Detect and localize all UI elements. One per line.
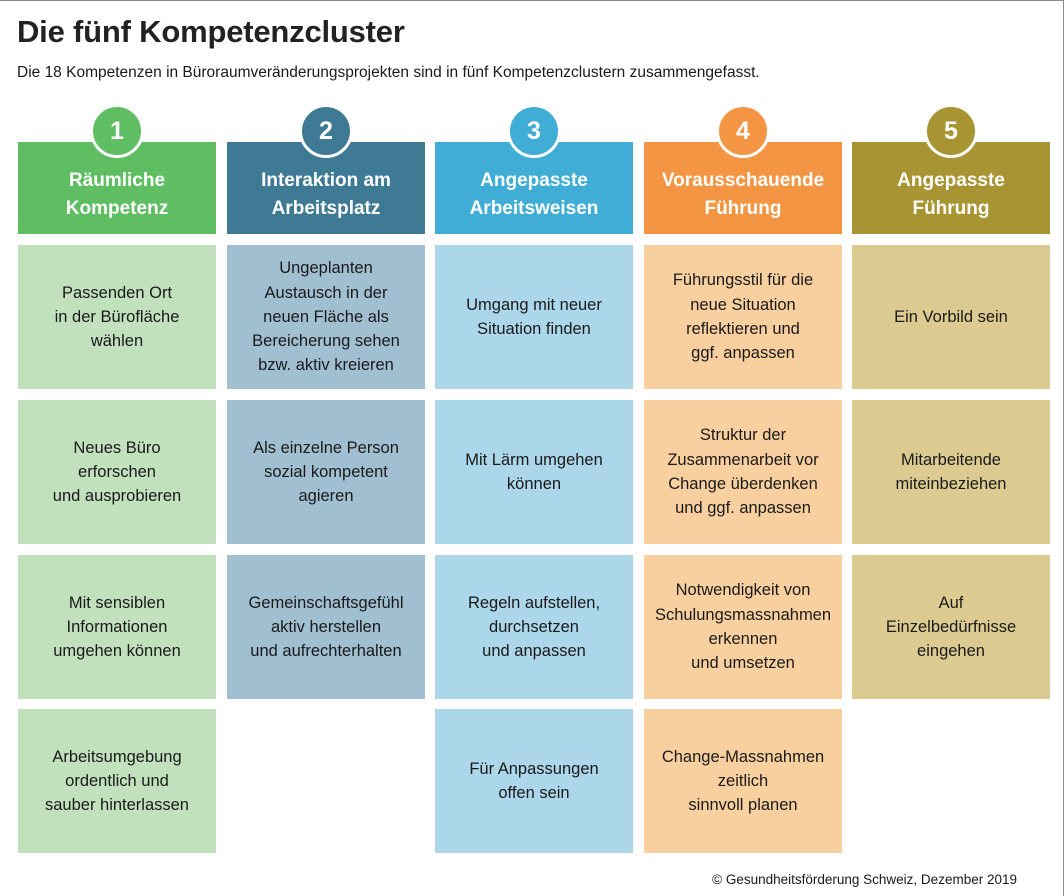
competency-card xyxy=(852,555,1050,699)
cluster-number-badge: 3 xyxy=(507,104,561,158)
competency-card xyxy=(435,245,633,389)
competency-card xyxy=(18,555,216,699)
competency-text: Für Anpassungen offen sein xyxy=(469,759,599,802)
competency-text: Auf Einzelbedürfnisse eingehen xyxy=(885,593,1017,661)
cluster-title: Angepasste Arbeitsweisen xyxy=(469,170,599,219)
competency-text: Neues Büro erforschen und ausprobieren xyxy=(52,438,182,506)
copyright-footer: © Gesundheitsförderung Schweiz, Dezember 2019 xyxy=(712,872,1017,887)
competency-card xyxy=(435,400,633,544)
competency-card xyxy=(644,400,842,544)
cluster-title: Interaktion am Arbeitsplatz xyxy=(261,170,391,219)
competency-text: Umgang mit neuer Situation finden xyxy=(466,295,602,338)
cluster-number-badge: 5 xyxy=(924,104,978,158)
page-title: Die fünf Kompetenzcluster xyxy=(17,14,405,49)
competency-text: Change-Massnahmen zeitlich sinnvoll planen xyxy=(661,747,825,815)
competency-card xyxy=(18,709,216,853)
competency-card xyxy=(227,400,425,544)
competency-card xyxy=(852,245,1050,389)
competency-text: Struktur der Zusammenarbeit vor Change überdenken und ggf. anpassen xyxy=(667,426,819,518)
competency-text: Gemeinschaftsgefühl aktiv herstellen und aufrechterhalten xyxy=(248,593,404,661)
competency-text: Notwendigkeit von Schulungsmassnahmen erkennen und umsetzen xyxy=(654,581,832,673)
competency-text: Regeln aufstellen, durchsetzen und anpassen xyxy=(467,593,601,661)
cluster-number-badge: 1 xyxy=(90,104,144,158)
competency-text: Ungeplanten Austausch in der neuen Fläche als Bereicherung sehen bzw. aktiv kreieren xyxy=(252,259,400,375)
competency-text: Mit sensiblen Informationen umgehen können xyxy=(53,593,181,661)
page-subtitle: Die 18 Kompetenzen in Büroraumveränderungsprojekten sind in fünf Kompetenzclustern zusammengefasst. xyxy=(17,64,760,81)
competency-card xyxy=(227,245,425,389)
competency-text: Arbeitsumgebung ordentlich und sauber hinterlassen xyxy=(44,747,189,815)
competency-text: Als einzelne Person sozial kompetent agieren xyxy=(253,438,399,506)
competency-text: Ein Vorbild sein xyxy=(894,307,1008,326)
competency-card xyxy=(644,709,842,853)
competency-text: Führungsstil für die neue Situation reflektieren und ggf. anpassen xyxy=(672,271,814,363)
competency-card xyxy=(227,555,425,699)
competency-card xyxy=(435,555,633,699)
competency-card xyxy=(18,245,216,389)
cluster-number-badge: 4 xyxy=(716,104,770,158)
competency-card xyxy=(435,709,633,853)
competency-card xyxy=(18,400,216,544)
cluster-number-badge: 2 xyxy=(299,104,353,158)
cluster-title: Räumliche Kompetenz xyxy=(65,170,169,219)
competency-text: Mitarbeitende miteinbeziehen xyxy=(895,450,1007,493)
competency-text: Mit Lärm umgehen können xyxy=(465,450,603,493)
competency-card xyxy=(644,245,842,389)
competency-card xyxy=(644,555,842,699)
competency-text: Passenden Ort in der Bürofläche wählen xyxy=(54,283,180,351)
cluster-title: Angepasste Führung xyxy=(897,170,1005,219)
competency-card xyxy=(852,400,1050,544)
cluster-title: Vorausschauende Führung xyxy=(661,170,825,219)
